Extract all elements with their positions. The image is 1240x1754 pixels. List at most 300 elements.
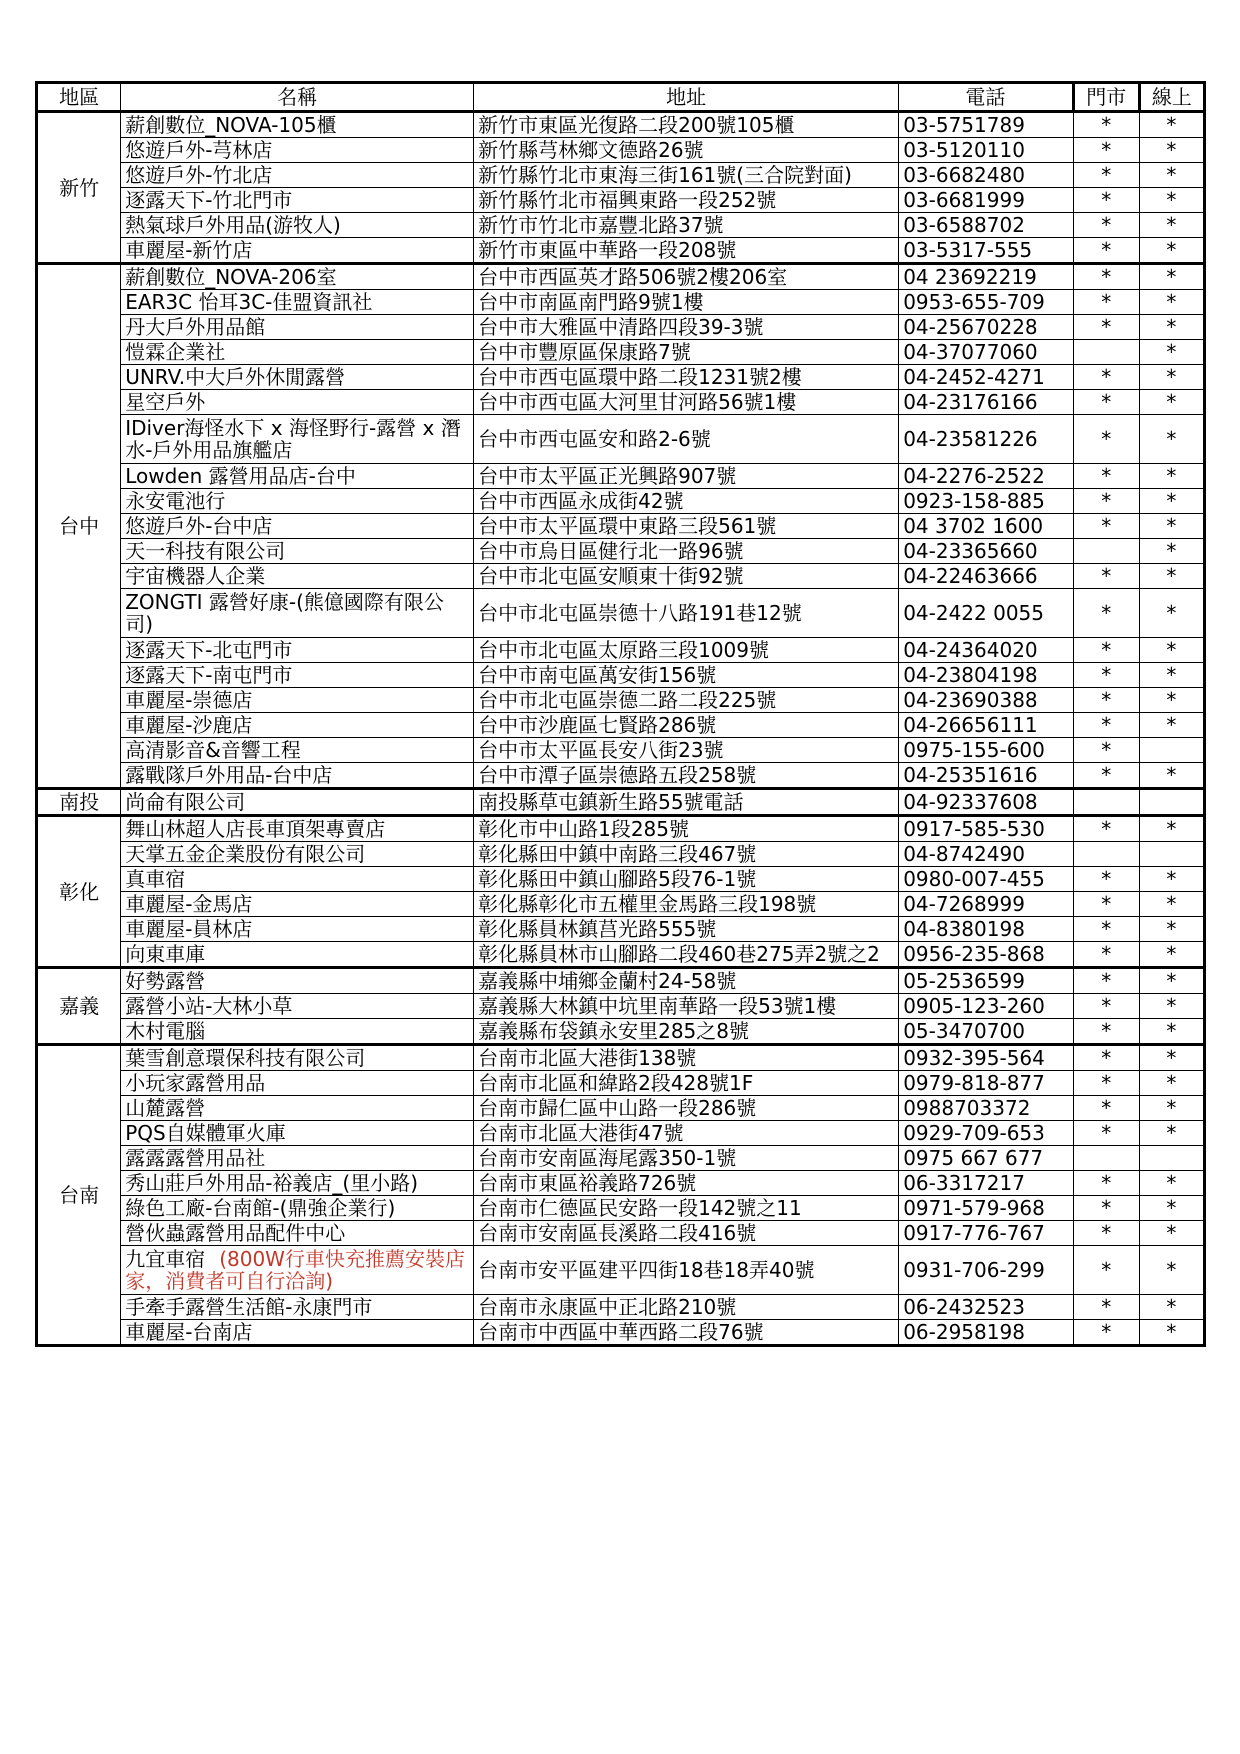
phone-cell: 03-5751789 [899, 112, 1073, 138]
store-mark: * [1073, 713, 1139, 738]
phone-cell: 0971-579-968 [899, 1196, 1073, 1221]
table-row [37, 539, 1205, 564]
online-mark: * [1139, 688, 1204, 713]
table-row [37, 867, 1205, 892]
address-cell: 嘉義縣中埔鄉金蘭村24-58號 [474, 968, 899, 994]
online-mark: * [1139, 163, 1204, 188]
table-row [37, 290, 1205, 315]
store-name: 車麗屋-金馬店 [125, 892, 253, 916]
phone-cell: 04-8742490 [899, 842, 1073, 867]
store-mark: * [1073, 1045, 1139, 1071]
store-name-cell [121, 1221, 474, 1246]
table-row [37, 942, 1205, 968]
table-row [37, 1246, 1205, 1295]
phone-cell: 0980-007-455 [899, 867, 1073, 892]
store-name-cell [121, 138, 474, 163]
phone-cell: 04-2452-4271 [899, 365, 1073, 390]
store-mark: * [1073, 415, 1139, 464]
phone-cell: 0956-235-868 [899, 942, 1073, 968]
table-row [37, 1171, 1205, 1196]
store-mark: * [1073, 688, 1139, 713]
online-mark: * [1139, 994, 1204, 1019]
online-mark: * [1139, 188, 1204, 213]
store-mark: * [1073, 264, 1139, 290]
store-name: 愷霖企業社 [125, 340, 226, 364]
store-name-cell [121, 1196, 474, 1221]
store-name: 舞山林超人店長車頂架專賣店 [125, 817, 386, 841]
store-name-cell [121, 763, 474, 789]
table-row [37, 1320, 1205, 1346]
online-mark: * [1139, 816, 1204, 842]
store-name: 悠遊戶外-台中店 [125, 514, 273, 538]
table-row [37, 138, 1205, 163]
phone-cell: 06-2432523 [899, 1295, 1073, 1320]
online-mark [1139, 842, 1204, 867]
store-name-cell [121, 994, 474, 1019]
address-cell: 台中市北屯區安順東十街92號 [474, 564, 899, 589]
phone-cell: 0975-155-600 [899, 738, 1073, 763]
table-row [37, 1071, 1205, 1096]
store-mark: * [1073, 892, 1139, 917]
store-mark: * [1073, 1121, 1139, 1146]
online-mark: * [1139, 264, 1204, 290]
store-name-cell [121, 842, 474, 867]
table-header [37, 83, 1205, 112]
phone-cell: 0953-655-709 [899, 290, 1073, 315]
address-cell: 新竹縣竹北市福興東路一段252號 [474, 188, 899, 213]
online-mark: * [1139, 892, 1204, 917]
online-mark: * [1139, 1196, 1204, 1221]
online-mark [1139, 1146, 1204, 1171]
store-name: 九宜車宿 [125, 1247, 206, 1271]
table-row [37, 1295, 1205, 1320]
table-row [37, 968, 1205, 994]
store-name: 山麓露營 [125, 1096, 206, 1120]
region-cell: 新竹 [37, 112, 121, 264]
store-mark: * [1073, 638, 1139, 663]
table-row [37, 315, 1205, 340]
online-mark [1139, 738, 1204, 763]
table-row [37, 365, 1205, 390]
store-name-cell [121, 514, 474, 539]
table-row [37, 1019, 1205, 1045]
online-mark: * [1139, 638, 1204, 663]
store-name-cell [121, 315, 474, 340]
phone-cell: 0932-395-564 [899, 1045, 1073, 1071]
store-mark: * [1073, 163, 1139, 188]
table-row [37, 1146, 1205, 1171]
online-mark [1139, 789, 1204, 816]
store-name: 逐露天下-竹北門市 [125, 188, 293, 212]
address-cell: 新竹縣芎林鄉文德路26號 [474, 138, 899, 163]
region-group [37, 968, 1205, 1045]
phone-cell: 04-25670228 [899, 315, 1073, 340]
online-mark: * [1139, 1320, 1204, 1346]
table-row [37, 589, 1205, 638]
header-address: 地址 [474, 83, 899, 112]
phone-cell: 0975 667 677 [899, 1146, 1073, 1171]
store-name: 營伙蟲露營用品配件中心 [125, 1221, 346, 1245]
store-mark: * [1073, 994, 1139, 1019]
phone-cell: 03-6682480 [899, 163, 1073, 188]
store-mark: * [1073, 365, 1139, 390]
store-mark: * [1073, 1096, 1139, 1121]
store-mark: * [1073, 1019, 1139, 1045]
address-cell: 新竹市竹北市嘉豐北路37號 [474, 213, 899, 238]
store-name: 逐露天下-北屯門市 [125, 638, 293, 662]
store-mark [1073, 340, 1139, 365]
store-name-cell [121, 917, 474, 942]
table-row [37, 1196, 1205, 1221]
phone-cell: 03-5317-555 [899, 238, 1073, 264]
address-cell: 台南市安平區建平四街18巷18弄40號 [474, 1246, 899, 1295]
store-name: Lowden 露營用品店-台中 [125, 464, 356, 488]
address-cell: 台中市北屯區太原路三段1009號 [474, 638, 899, 663]
store-name: 小玩家露營用品 [125, 1071, 266, 1095]
store-name-cell [121, 1171, 474, 1196]
header-store: 門市 [1073, 83, 1139, 112]
store-name-cell [121, 290, 474, 315]
table-row [37, 415, 1205, 464]
address-cell: 台中市西區永成街42號 [474, 489, 899, 514]
online-mark: * [1139, 589, 1204, 638]
store-mark: * [1073, 489, 1139, 514]
table-row [37, 789, 1205, 816]
phone-cell: 04-8380198 [899, 917, 1073, 942]
store-name-cell [121, 789, 474, 816]
store-name: 永安電池行 [125, 489, 226, 513]
store-name-cell [121, 489, 474, 514]
phone-cell: 04-23176166 [899, 390, 1073, 415]
store-name-cell [121, 365, 474, 390]
address-cell: 台中市烏日區健行北一路96號 [474, 539, 899, 564]
store-name-cell [121, 390, 474, 415]
store-name: 真車宿 [125, 867, 186, 891]
online-mark: * [1139, 968, 1204, 994]
online-mark: * [1139, 238, 1204, 264]
table-row [37, 638, 1205, 663]
phone-cell: 06-3317217 [899, 1171, 1073, 1196]
table-row [37, 713, 1205, 738]
phone-cell: 06-2958198 [899, 1320, 1073, 1346]
store-name: 薪創數位_NOVA-105櫃 [125, 113, 337, 137]
address-cell: 台中市南屯區萬安街156號 [474, 663, 899, 688]
store-name-cell [121, 867, 474, 892]
phone-cell: 04-25351616 [899, 763, 1073, 789]
phone-cell: 04 3702 1600 [899, 514, 1073, 539]
store-mark: * [1073, 213, 1139, 238]
store-name-cell [121, 1246, 474, 1295]
store-name-cell [121, 892, 474, 917]
phone-cell: 0923-158-885 [899, 489, 1073, 514]
table-row [37, 763, 1205, 789]
address-cell: 台南市仁德區民安路一段142號之11 [474, 1196, 899, 1221]
phone-cell: 04-23365660 [899, 539, 1073, 564]
store-name-cell [121, 464, 474, 489]
address-cell: 台中市西屯區大河里甘河路56號1樓 [474, 390, 899, 415]
store-mark: * [1073, 290, 1139, 315]
store-note: (800W行車快充推薦安裝店家，消費者可自行洽詢) [125, 1247, 465, 1293]
table-row [37, 213, 1205, 238]
store-name: UNRV.中大戶外休閒露營 [125, 365, 346, 389]
address-cell: 南投縣草屯鎮新生路55號電話 [474, 789, 899, 816]
region-group [37, 789, 1205, 816]
phone-cell: 03-6588702 [899, 213, 1073, 238]
store-mark: * [1073, 514, 1139, 539]
online-mark: * [1139, 213, 1204, 238]
store-mark: * [1073, 738, 1139, 763]
store-name: 悠遊戶外-竹北店 [125, 163, 273, 187]
online-mark: * [1139, 1071, 1204, 1096]
table-row [37, 514, 1205, 539]
region-cell: 彰化 [37, 816, 121, 968]
store-name: EAR3C 怡耳3C-佳盟資訊社 [125, 290, 373, 314]
store-mark: * [1073, 1246, 1139, 1295]
store-name: IDiver海怪水下 x 海怪野行-露營 x 潛水-戶外用品旗艦店 [125, 416, 461, 462]
header-online: 線上 [1139, 83, 1204, 112]
store-mark [1073, 842, 1139, 867]
store-mark: * [1073, 188, 1139, 213]
phone-cell: 05-3470700 [899, 1019, 1073, 1045]
address-cell: 新竹市東區中華路一段208號 [474, 238, 899, 264]
address-cell: 彰化縣田中鎮中南路三段467號 [474, 842, 899, 867]
store-name-cell [121, 942, 474, 968]
store-mark: * [1073, 390, 1139, 415]
store-name-cell [121, 1096, 474, 1121]
store-mark: * [1073, 1071, 1139, 1096]
online-mark: * [1139, 489, 1204, 514]
header-region: 地區 [37, 83, 121, 112]
address-cell: 台中市太平區長安八街23號 [474, 738, 899, 763]
address-cell: 台中市北屯區崇德十八路191巷12號 [474, 589, 899, 638]
store-mark: * [1073, 917, 1139, 942]
store-mark: * [1073, 1196, 1139, 1221]
store-mark: * [1073, 867, 1139, 892]
table-row [37, 188, 1205, 213]
phone-cell: 04 23692219 [899, 264, 1073, 290]
online-mark: * [1139, 340, 1204, 365]
address-cell: 台南市歸仁區中山路一段286號 [474, 1096, 899, 1121]
phone-cell: 04-24364020 [899, 638, 1073, 663]
table-row [37, 842, 1205, 867]
store-mark: * [1073, 663, 1139, 688]
phone-cell: 0917-585-530 [899, 816, 1073, 842]
store-name: 車麗屋-台南店 [125, 1320, 253, 1344]
store-name: 天掌五金企業股份有限公司 [125, 842, 366, 866]
store-name: 丹大戶外用品館 [125, 315, 266, 339]
store-name-cell [121, 1295, 474, 1320]
online-mark: * [1139, 1096, 1204, 1121]
phone-cell: 04-2422 0055 [899, 589, 1073, 638]
store-name: 露戰隊戶外用品-台中店 [125, 763, 333, 787]
store-name: 車麗屋-員林店 [125, 917, 253, 941]
store-name-cell [121, 713, 474, 738]
header-name: 名稱 [121, 83, 474, 112]
store-name: 熱氣球戶外用品(游牧人) [125, 213, 341, 237]
store-name-cell [121, 968, 474, 994]
table-row [37, 917, 1205, 942]
region-group [37, 816, 1205, 968]
store-mark: * [1073, 1221, 1139, 1246]
online-mark: * [1139, 663, 1204, 688]
address-cell: 台中市太平區環中東路三段561號 [474, 514, 899, 539]
store-name: 葉雪創意環保科技有限公司 [125, 1046, 366, 1070]
online-mark: * [1139, 315, 1204, 340]
online-mark: * [1139, 514, 1204, 539]
address-cell: 台中市西屯區環中路二段1231號2樓 [474, 365, 899, 390]
store-mark: * [1073, 315, 1139, 340]
store-mark: * [1073, 464, 1139, 489]
store-mark: * [1073, 763, 1139, 789]
phone-cell: 04-7268999 [899, 892, 1073, 917]
store-mark [1073, 539, 1139, 564]
online-mark: * [1139, 539, 1204, 564]
store-mark: * [1073, 564, 1139, 589]
table-row [37, 564, 1205, 589]
table-row [37, 238, 1205, 264]
store-name-cell [121, 663, 474, 688]
online-mark: * [1139, 1121, 1204, 1146]
store-name: 手牽手露營生活館-永康門市 [125, 1295, 373, 1319]
store-name: 高清影音&音響工程 [125, 738, 301, 762]
table-row [37, 994, 1205, 1019]
region-group [37, 1045, 1205, 1346]
phone-cell: 0929-709-653 [899, 1121, 1073, 1146]
online-mark: * [1139, 917, 1204, 942]
online-mark: * [1139, 867, 1204, 892]
store-name: 星空戶外 [125, 390, 206, 414]
address-cell: 台中市潭子區崇德路五段258號 [474, 763, 899, 789]
address-cell: 台中市大雅區中清路四段39-3號 [474, 315, 899, 340]
address-cell: 彰化縣彰化市五權里金馬路三段198號 [474, 892, 899, 917]
region-cell: 台中 [37, 264, 121, 789]
address-cell: 彰化市中山路1段285號 [474, 816, 899, 842]
address-cell: 台南市北區大港街47號 [474, 1121, 899, 1146]
store-name-cell [121, 738, 474, 763]
store-name: 天一科技有限公司 [125, 539, 286, 563]
store-mark: * [1073, 238, 1139, 264]
store-name: 車麗屋-崇德店 [125, 688, 253, 712]
online-mark: * [1139, 1246, 1204, 1295]
online-mark: * [1139, 1171, 1204, 1196]
online-mark: * [1139, 138, 1204, 163]
phone-cell: 04-2276-2522 [899, 464, 1073, 489]
region-cell: 台南 [37, 1045, 121, 1346]
address-cell: 台南市東區裕義路726號 [474, 1171, 899, 1196]
store-name: 車麗屋-新竹店 [125, 238, 253, 262]
online-mark: * [1139, 564, 1204, 589]
address-cell: 台南市中西區中華西路二段76號 [474, 1320, 899, 1346]
phone-cell: 0917-776-767 [899, 1221, 1073, 1246]
store-mark: * [1073, 942, 1139, 968]
address-cell: 台中市太平區正光興路907號 [474, 464, 899, 489]
region-group [37, 264, 1205, 789]
address-cell: 嘉義縣布袋鎮永安里285之8號 [474, 1019, 899, 1045]
table-row [37, 738, 1205, 763]
table-row [37, 892, 1205, 917]
store-name-cell [121, 264, 474, 290]
address-cell: 台中市南區南門路9號1樓 [474, 290, 899, 315]
store-name-cell [121, 1019, 474, 1045]
store-name-cell [121, 112, 474, 138]
address-cell: 台中市西區英才路506號2樓206室 [474, 264, 899, 290]
phone-cell: 04-23804198 [899, 663, 1073, 688]
table-row [37, 688, 1205, 713]
store-name-cell [121, 213, 474, 238]
online-mark: * [1139, 415, 1204, 464]
table-row [37, 816, 1205, 842]
store-name-cell [121, 188, 474, 213]
table-row [37, 464, 1205, 489]
address-cell: 嘉義縣大林鎮中坑里南華路一段53號1樓 [474, 994, 899, 1019]
address-cell: 台中市沙鹿區七賢路286號 [474, 713, 899, 738]
phone-cell: 04-23690388 [899, 688, 1073, 713]
phone-cell: 0905-123-260 [899, 994, 1073, 1019]
online-mark: * [1139, 1221, 1204, 1246]
phone-cell: 0988703372 [899, 1096, 1073, 1121]
address-cell: 台中市西屯區安和路2-6號 [474, 415, 899, 464]
store-mark [1073, 1146, 1139, 1171]
phone-cell: 04-92337608 [899, 789, 1073, 816]
store-name: 宇宙機器人企業 [125, 564, 266, 588]
store-name-cell [121, 638, 474, 663]
store-name: 秀山莊戶外用品-裕義店_(里小路) [125, 1171, 419, 1195]
region-group [37, 112, 1205, 264]
table-row [37, 1045, 1205, 1071]
store-mark: * [1073, 1171, 1139, 1196]
region-cell: 嘉義 [37, 968, 121, 1045]
address-cell: 彰化縣員林市山腳路二段460巷275弄2號之2 [474, 942, 899, 968]
region-cell: 南投 [37, 789, 121, 816]
phone-cell: 03-6681999 [899, 188, 1073, 213]
table-row [37, 1221, 1205, 1246]
table-row [37, 390, 1205, 415]
phone-cell: 03-5120110 [899, 138, 1073, 163]
store-name: 悠遊戶外-芎林店 [125, 138, 273, 162]
store-mark: * [1073, 968, 1139, 994]
table-row [37, 112, 1205, 138]
address-cell: 新竹縣竹北市東海三街161號(三合院對面) [474, 163, 899, 188]
online-mark: * [1139, 763, 1204, 789]
phone-cell: 04-26656111 [899, 713, 1073, 738]
online-mark: * [1139, 1045, 1204, 1071]
store-name-cell [121, 816, 474, 842]
store-mark: * [1073, 1295, 1139, 1320]
store-name: 尚侖有限公司 [125, 790, 246, 814]
address-cell: 台南市北區和緯路2段428號1F [474, 1071, 899, 1096]
store-name-cell [121, 1146, 474, 1171]
address-cell: 台中市豐原區保康路7號 [474, 340, 899, 365]
store-name-cell [121, 163, 474, 188]
store-name: 露營小站-大林小草 [125, 994, 293, 1018]
phone-cell: 05-2536599 [899, 968, 1073, 994]
store-name: 薪創數位_NOVA-206室 [125, 265, 337, 289]
address-cell: 台南市安南區長溪路二段416號 [474, 1221, 899, 1246]
store-name: 露露露營用品社 [125, 1146, 266, 1170]
table-row [37, 1121, 1205, 1146]
store-mark: * [1073, 112, 1139, 138]
store-name-cell [121, 1071, 474, 1096]
phone-cell: 0931-706-299 [899, 1246, 1073, 1295]
store-name-cell [121, 564, 474, 589]
store-mark: * [1073, 589, 1139, 638]
store-name: 好勢露營 [125, 969, 206, 993]
store-name-cell [121, 238, 474, 264]
store-mark: * [1073, 138, 1139, 163]
store-name: 綠色工廠-台南館-(鼎強企業行) [125, 1196, 396, 1220]
store-name-cell [121, 340, 474, 365]
store-name: PQS自媒體軍火庫 [125, 1121, 286, 1145]
